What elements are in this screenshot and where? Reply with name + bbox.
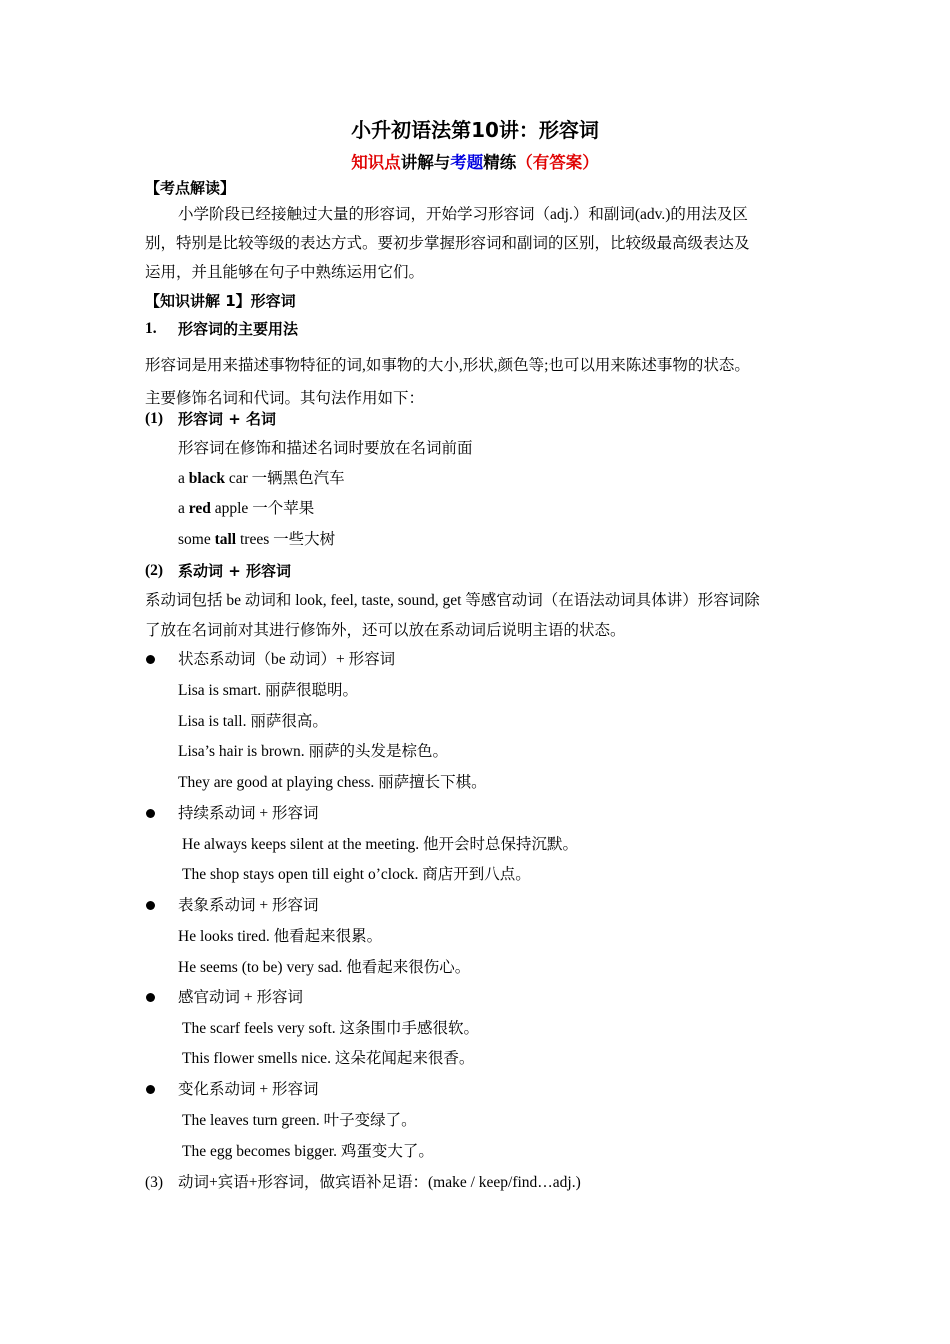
- paragraph-1: 形容词是用来描述事物特征的词,如事物的大小,形状,颜色等;也可以用来陈述事物的状态。: [145, 357, 750, 374]
- intro-line-3: 运用，并且能够在句子中熟练运用它们。: [145, 264, 425, 281]
- intro-line-1: 小学阶段已经接触过大量的形容词，开始学习形容词（adj.）和副词(adv.)的用法及区: [178, 206, 748, 223]
- bullet-heading: 表象系动词 + 形容词: [178, 897, 319, 914]
- subtitle-part-3: 考题: [450, 153, 484, 172]
- bullet-dot: [146, 1085, 155, 1094]
- bullet-example: This flower smells nice. 这朵花闻起来很香。: [182, 1050, 475, 1067]
- example-2: [178, 499, 314, 519]
- bullet-example: He seems (to be) very sad. 他看起来很伤心。: [178, 959, 471, 976]
- example-2-post: apple 一个苹果: [210, 500, 315, 517]
- section-heading-kaodian: 【考点解读】: [145, 179, 236, 197]
- bullet-example: He always keeps silent at the meeting. 他开会时总保持沉默。: [182, 836, 579, 853]
- bullet-heading: 感官动词 + 形容词: [178, 989, 303, 1006]
- bullet-example: The scarf feels very soft. 这条围巾手感很软。: [182, 1020, 480, 1037]
- sub-1-text: 形容词 + 名词: [178, 410, 277, 428]
- bullet-example: The shop stays open till eight o’clock. 商店开到八点。: [182, 866, 531, 883]
- sub-3-number: (3): [145, 1174, 164, 1191]
- bullet-example: They are good at playing chess. 丽萨擅长下棋。: [178, 774, 487, 791]
- bullet-example: He looks tired. 他看起来很累。: [178, 928, 383, 945]
- sub-2-description-1: 系动词包括 be 动词和 look, feel, taste, sound, get 等感官动词（在语法动词具体讲）形容词除: [145, 592, 760, 609]
- bullet-example: The egg becomes bigger. 鸡蛋变大了。: [182, 1143, 434, 1160]
- bullet-dot: [146, 901, 155, 910]
- sub-2-number: (2): [145, 562, 164, 579]
- paragraph-2: 主要修饰名词和代词。其句法作用如下：: [145, 390, 425, 407]
- subtitle-part-5: （有答案）: [516, 153, 599, 172]
- section-heading-zhishi: 【知识讲解 1】形容词: [145, 292, 296, 310]
- bullet-example: Lisa is smart. 丽萨很聪明。: [178, 682, 358, 699]
- example-1: [178, 469, 345, 489]
- bullet-dot: [146, 655, 155, 664]
- subtitle-part-1: 知识点: [351, 153, 401, 172]
- example-1-bold: black: [188, 470, 225, 487]
- example-3-bold: tall: [214, 531, 237, 548]
- heading-1-number: 1.: [145, 320, 157, 337]
- bullet-heading: 状态系动词（be 动词）+ 形容词: [178, 651, 396, 668]
- example-1-pre: a: [178, 470, 189, 487]
- example-3-post: trees 一些大树: [236, 531, 336, 548]
- example-3-pre: some: [178, 531, 215, 548]
- sub-1-number: (1): [145, 410, 164, 427]
- sub-3-text: 动词+宾语+形容词，做宾语补足语：(make / keep/find…adj.): [178, 1174, 581, 1191]
- document-subtitle: [0, 153, 950, 173]
- example-2-pre: a: [178, 500, 189, 517]
- document-title: 小升初语法第10讲：形容词: [351, 118, 599, 142]
- bullet-dot: [146, 993, 155, 1002]
- bullet-heading: 持续系动词 + 形容词: [178, 805, 319, 822]
- bullet-example: The leaves turn green. 叶子变绿了。: [182, 1112, 417, 1129]
- heading-1-text: 形容词的主要用法: [178, 320, 299, 338]
- example-1-post: car 一辆黑色汽车: [224, 470, 345, 487]
- intro-line-2: 别，特别是比较等级的表达方式。要初步掌握形容词和副词的区别，比较级最高级表达及: [145, 235, 750, 252]
- example-3: [178, 530, 335, 550]
- bullet-example: Lisa is tall. 丽萨很高。: [178, 713, 328, 730]
- bullet-example: Lisa’s hair is brown. 丽萨的头发是棕色。: [178, 743, 448, 760]
- sub-2-text: 系动词 + 形容词: [178, 562, 292, 580]
- sub-2-description-2: 了放在名词前对其进行修饰外，还可以放在系动词后说明主语的状态。: [145, 622, 626, 639]
- subtitle-part-2: 讲解与: [400, 153, 451, 172]
- bullet-heading: 变化系动词 + 形容词: [178, 1081, 319, 1098]
- sub-1-description: 形容词在修饰和描述名词时要放在名词前面: [178, 440, 473, 457]
- example-2-bold: red: [188, 500, 211, 517]
- subtitle-part-4: 精练: [483, 153, 517, 172]
- bullet-dot: [146, 809, 155, 818]
